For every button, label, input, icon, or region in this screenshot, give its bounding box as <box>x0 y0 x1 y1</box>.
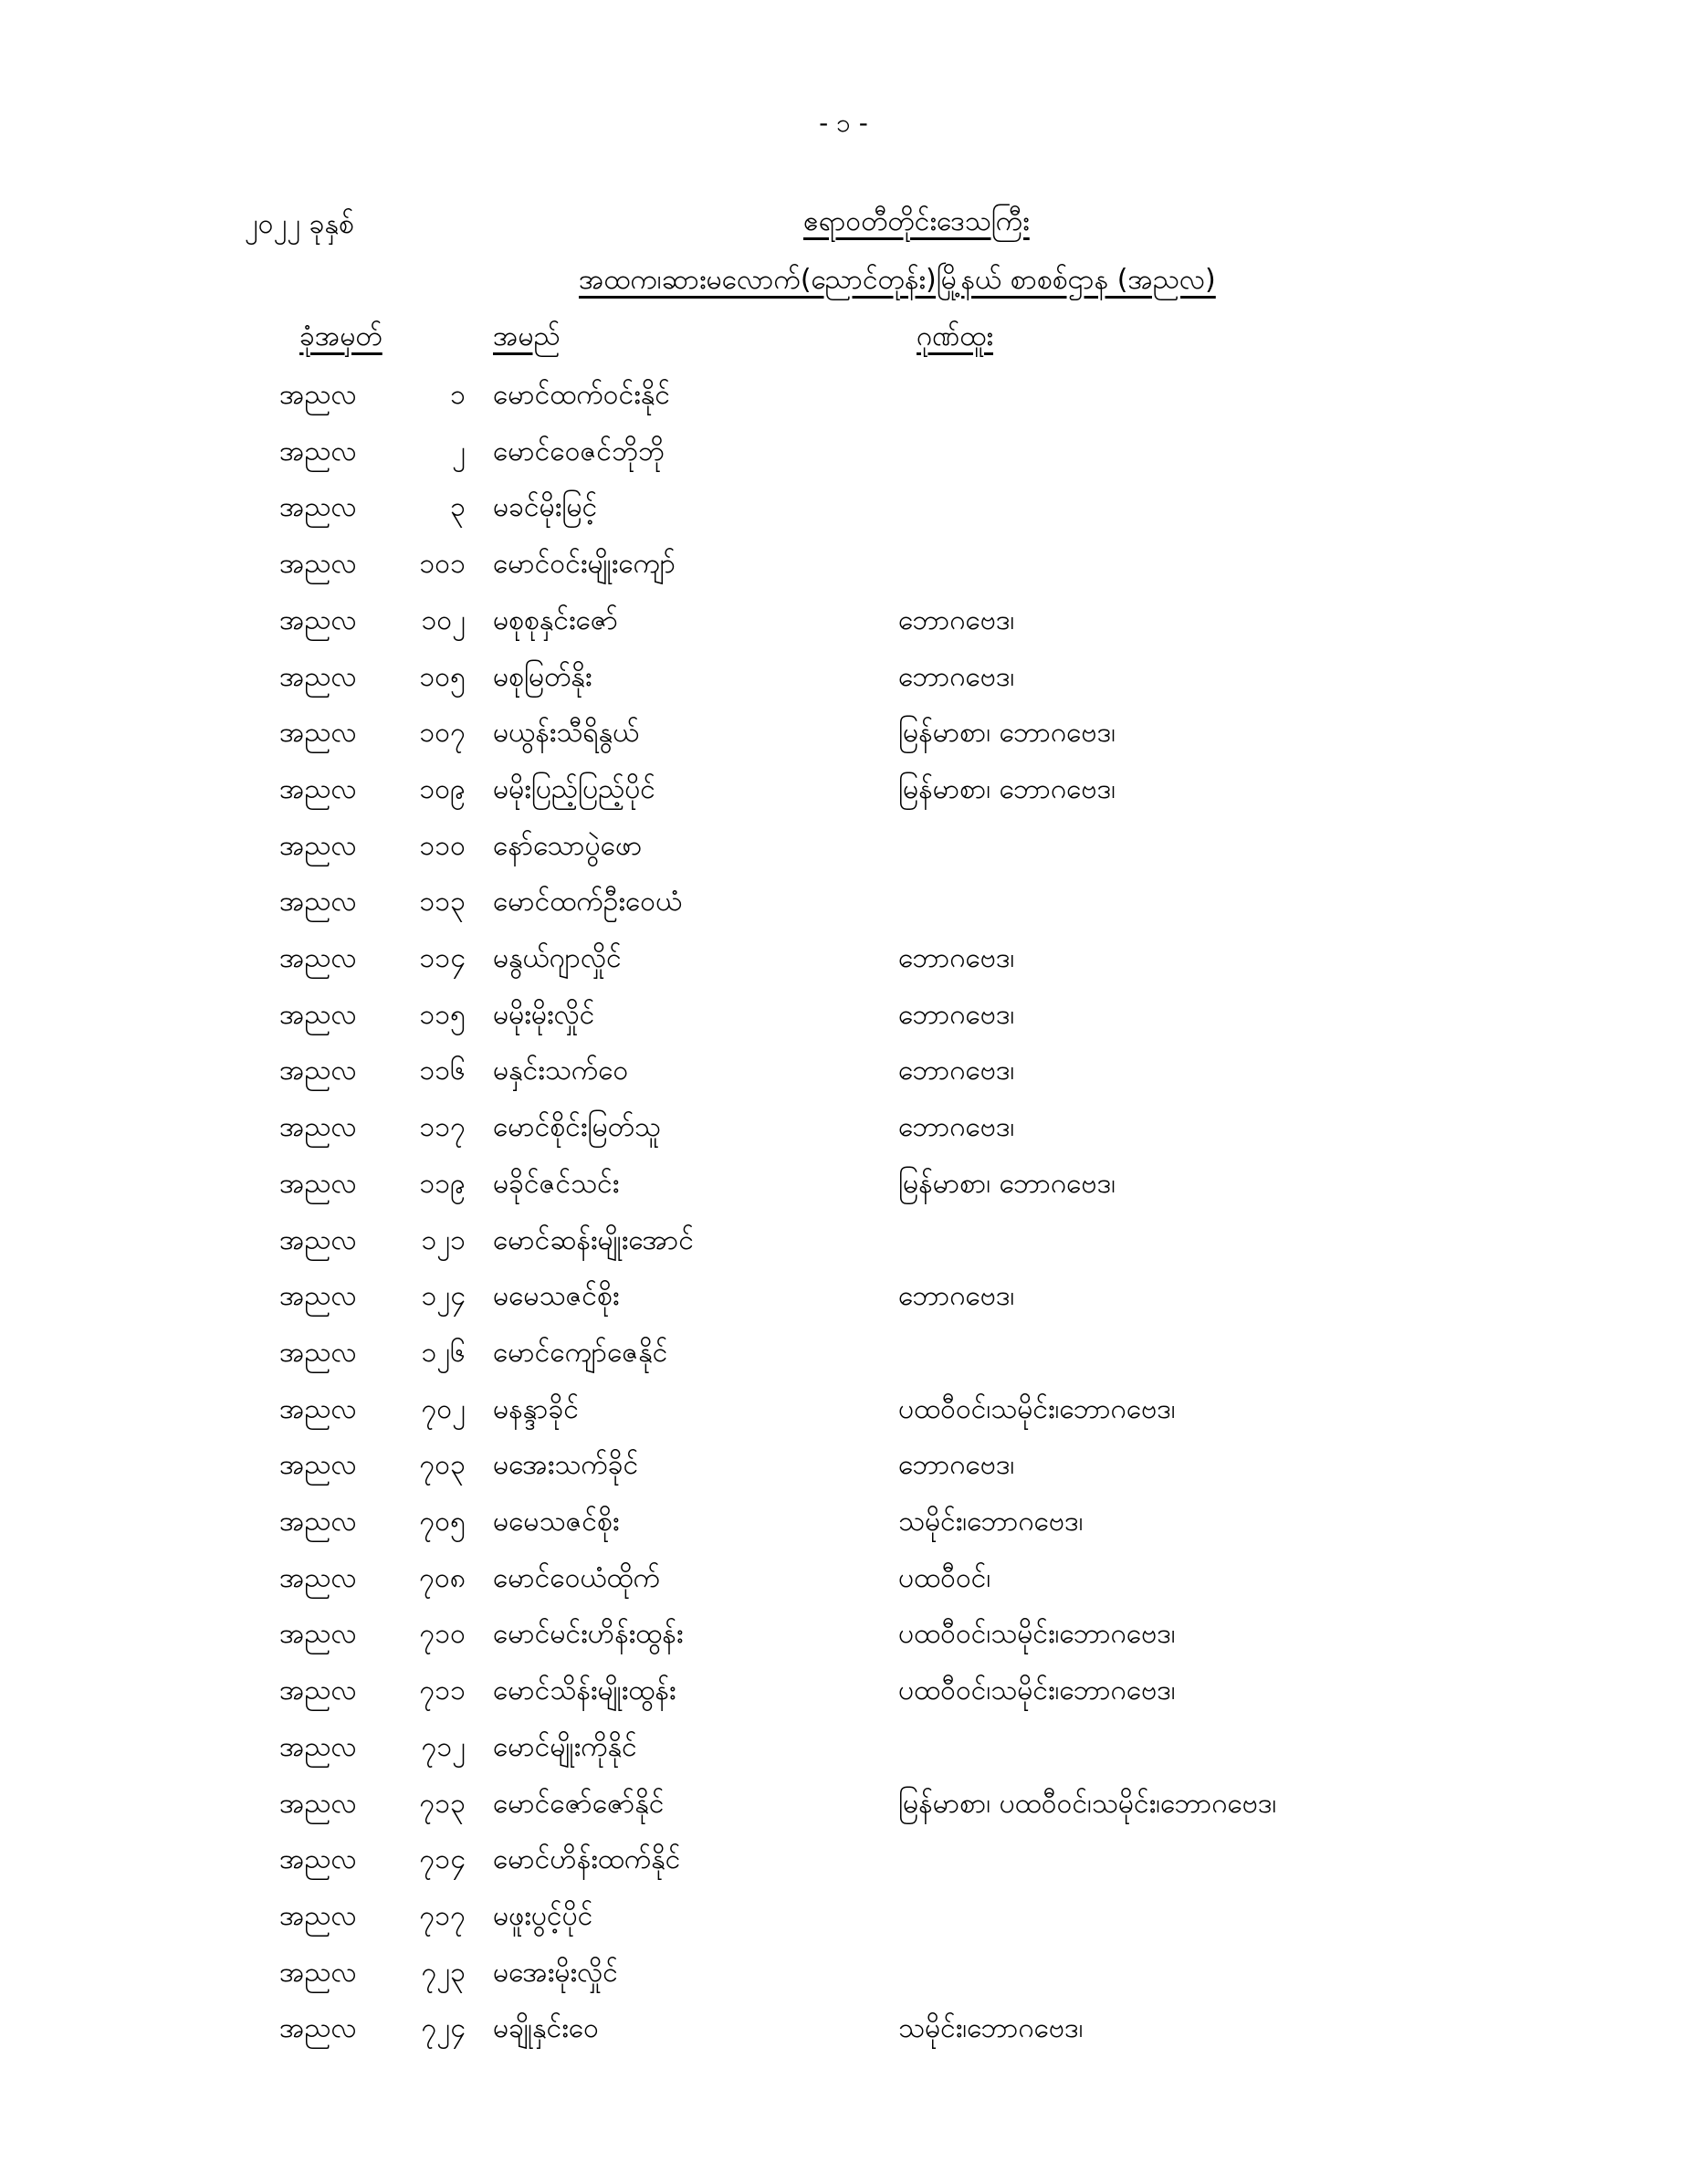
candidate-name: မမေသဇင်စိုး <box>493 1280 620 1313</box>
table-row <box>0 1499 1687 1545</box>
table-row <box>0 1612 1687 1657</box>
table-row <box>0 767 1687 813</box>
roll-prefix: အညလ <box>279 942 357 974</box>
table-row <box>0 1443 1687 1488</box>
roll-number: ၇၂၄ <box>421 2012 466 2045</box>
table-row <box>0 1330 1687 1376</box>
distinction-subjects: ပထဝီဝင်၊သမိုင်း၊ဘောဂဗေဒ၊ <box>898 1618 1176 1651</box>
roll-prefix: အညလ <box>279 1223 357 1256</box>
table-row <box>0 879 1687 925</box>
candidate-name: နော်သောပွဲဖော <box>493 829 643 862</box>
table-row <box>0 710 1687 756</box>
exam-year: ၂၀၂၂ ခုနှစ် <box>245 208 354 240</box>
roll-prefix: အညလ <box>279 772 357 805</box>
roll-number: ၁၁၅ <box>419 998 466 1031</box>
roll-prefix: အညလ <box>279 435 357 467</box>
page-number: - ၁ - <box>819 108 868 138</box>
column-header-distinction: ဂုဏ်ထူး <box>917 320 993 352</box>
roll-prefix: အညလ <box>279 548 357 581</box>
roll-number: ၁၁၄ <box>419 942 466 974</box>
candidate-name: မောင်ထက်ဦးဝေယံ <box>493 886 683 919</box>
candidate-name: မချိုနှင်းဝေ <box>493 2012 599 2045</box>
roll-number: ၇၁၁ <box>419 1675 466 1707</box>
roll-prefix: အညလ <box>279 1899 357 1932</box>
table-row <box>0 1725 1687 1770</box>
candidate-name: မောင်ထက်ဝင်းနိုင် <box>493 379 671 411</box>
candidate-name: မောင်ကျော်ဇေနိုင် <box>493 1336 668 1369</box>
roll-prefix: အညလ <box>279 886 357 919</box>
candidate-name: မမေသဇင်စိုး <box>493 1506 620 1538</box>
candidate-name: မောင်ဟိန်းထက်နိုင် <box>493 1843 681 1876</box>
roll-prefix: အညလ <box>279 660 357 693</box>
roll-number: ၇၁၇ <box>419 1899 466 1932</box>
roll-number: ၇၁၃ <box>419 1787 466 1820</box>
roll-number: ၇၀၅ <box>419 1506 466 1538</box>
distinction-subjects: ဘောဂဗေဒ၊ <box>898 942 1015 974</box>
distinction-subjects: ပထဝီဝင်၊ <box>898 1561 991 1594</box>
roll-prefix: အညလ <box>279 1280 357 1313</box>
distinction-subjects: ဘောဂဗေဒ၊ <box>898 660 1015 693</box>
table-row <box>0 936 1687 982</box>
distinction-subjects: မြန်မာစာ၊ ဘောဂဗေဒ၊ <box>898 717 1116 750</box>
column-header-roll-number: ခုံအမှတ် <box>299 320 382 352</box>
candidate-name: မောင်ဝေယံထိုက် <box>493 1561 661 1594</box>
candidate-name: မောင်စိုင်းမြတ်သူ <box>493 1111 661 1144</box>
roll-number: ၁၂၄ <box>421 1280 466 1313</box>
roll-prefix: အညလ <box>279 1167 357 1200</box>
table-row <box>0 1048 1687 1094</box>
roll-number: ၁၀၉ <box>419 772 466 805</box>
roll-prefix: အညလ <box>279 1787 357 1820</box>
roll-prefix: အညလ <box>279 1843 357 1876</box>
table-row <box>0 1837 1687 1883</box>
table-row <box>0 1161 1687 1207</box>
roll-number: ၇၁၀ <box>419 1618 466 1651</box>
roll-prefix: အညလ <box>279 1336 357 1369</box>
roll-prefix: အညလ <box>279 1392 357 1425</box>
roll-prefix: အညလ <box>279 1956 357 1989</box>
candidate-name: မမိုးမိုးလှိုင် <box>493 998 595 1031</box>
candidate-name: မအေးမိုးလှိုင် <box>493 1956 618 1989</box>
roll-prefix: အညလ <box>279 1618 357 1651</box>
candidate-name: မအေးသက်ခိုင် <box>493 1449 639 1482</box>
distinction-subjects: ဘောဂဗေဒ၊ <box>898 1449 1015 1482</box>
distinction-subjects: ဘောဂဗေဒ၊ <box>898 998 1015 1031</box>
roll-number: ၁ <box>450 379 466 411</box>
candidate-name: မောင်ဆန်းမျိုးအောင် <box>493 1223 694 1256</box>
table-row <box>0 1668 1687 1714</box>
roll-prefix: အညလ <box>279 604 357 636</box>
candidate-name: မောင်ဝေဇင်ဘိုဘို <box>493 435 665 467</box>
roll-number: ၁၁၀ <box>419 829 466 862</box>
candidate-name: မနန္ဒာခိုင် <box>493 1392 580 1425</box>
distinction-subjects: ပထဝီဝင်၊သမိုင်း၊ဘောဂဗေဒ၊ <box>898 1675 1176 1707</box>
roll-number: ၇၀၃ <box>419 1449 466 1482</box>
distinction-subjects: သမိုင်း၊ဘောဂဗေဒ၊ <box>898 1506 1084 1538</box>
distinction-subjects: မြန်မာစာ၊ ဘောဂဗေဒ၊ <box>898 772 1116 805</box>
roll-prefix: အညလ <box>279 1506 357 1538</box>
table-row <box>0 373 1687 418</box>
candidate-name: မဖူးပွင့်ပိုင် <box>493 1899 593 1932</box>
table-row <box>0 1781 1687 1827</box>
table-row <box>0 429 1687 475</box>
table-row <box>0 1387 1687 1433</box>
roll-prefix: အညလ <box>279 829 357 862</box>
table-row <box>0 2006 1687 2052</box>
roll-number: ၁၁၇ <box>419 1111 466 1144</box>
roll-number: ၁၀၂ <box>421 604 466 636</box>
distinction-subjects: မြန်မာစာ၊ ပထဝီဝင်၊သမိုင်း၊ဘောဂဗေဒ၊ <box>898 1787 1277 1820</box>
distinction-subjects: ဘောဂဗေဒ၊ <box>898 1280 1015 1313</box>
roll-prefix: အညလ <box>279 2012 357 2045</box>
table-row <box>0 541 1687 587</box>
roll-number: ၁၁၃ <box>419 886 466 919</box>
roll-prefix: အညလ <box>279 717 357 750</box>
roll-number: ၁၀၁ <box>419 548 466 581</box>
roll-prefix: အညလ <box>279 1561 357 1594</box>
roll-number: ၇၂၃ <box>421 1956 466 1989</box>
distinction-subjects: ပထဝီဝင်၊သမိုင်း၊ဘောဂဗေဒ၊ <box>898 1392 1176 1425</box>
table-row <box>0 1105 1687 1150</box>
roll-number: ၁၂၁ <box>421 1223 466 1256</box>
roll-number: ၁၀၇ <box>419 717 466 750</box>
roll-number: ၇၀၈ <box>419 1561 466 1594</box>
roll-number: ၁၂၆ <box>421 1336 466 1369</box>
table-row <box>0 655 1687 700</box>
exam-center-title: အထက၊ဆားမလောက်(ညောင်တုန်း)မြို့နယ် စာစစ်ဌာန (အညလ) <box>579 264 1216 296</box>
candidate-name: မယွန်းသီရိနွယ် <box>493 717 640 750</box>
roll-number: ၁၁၆ <box>419 1055 466 1087</box>
candidate-name: မမိုးပြည့်ပြည့်ပိုင် <box>493 772 655 805</box>
column-header-name: အမည် <box>493 320 561 352</box>
roll-prefix: အညလ <box>279 1730 357 1763</box>
table-row <box>0 1894 1687 1939</box>
candidate-name: မခိုင်ဇင်သင်း <box>493 1167 620 1200</box>
distinction-subjects: မြန်မာစာ၊ ဘောဂဗေဒ၊ <box>898 1167 1116 1200</box>
table-row <box>0 824 1687 869</box>
roll-prefix: အညလ <box>279 1055 357 1087</box>
candidate-name: မောင်ဇော်ဇော်နိုင် <box>493 1787 665 1820</box>
candidate-name: မောင်သိန်းမျိုးထွန်း <box>493 1675 676 1707</box>
roll-prefix: အညလ <box>279 379 357 411</box>
roll-prefix: အညလ <box>279 1111 357 1144</box>
roll-prefix: အညလ <box>279 491 357 524</box>
roll-number: ၃ <box>450 491 466 524</box>
table-row <box>0 1274 1687 1319</box>
roll-number: ၂ <box>452 435 466 467</box>
table-row <box>0 485 1687 530</box>
candidate-name: မောင်ဝင်းမျိုးကျော် <box>493 548 676 581</box>
candidate-name: မောင်မင်းဟိန်းထွန်း <box>493 1618 684 1651</box>
region-title: ဧရာဝတီတိုင်းဒေသကြီး <box>803 205 1030 237</box>
roll-prefix: အညလ <box>279 1675 357 1707</box>
distinction-subjects: သမိုင်း၊ဘောဂဗေဒ၊ <box>898 2012 1084 2045</box>
candidate-name: မောင်မျိုးကိုနိုင် <box>493 1730 637 1763</box>
table-row <box>0 992 1687 1038</box>
candidate-name: မနှင်းသက်ဝေ <box>493 1055 629 1087</box>
table-row <box>0 1218 1687 1264</box>
candidate-name: မစုမြတ်နိုး <box>493 660 592 693</box>
roll-prefix: အညလ <box>279 1449 357 1482</box>
roll-number: ၇၁၂ <box>421 1730 466 1763</box>
roll-number: ၇၁၄ <box>419 1843 466 1876</box>
table-row <box>0 1950 1687 1996</box>
roll-prefix: အညလ <box>279 998 357 1031</box>
distinction-subjects: ဘောဂဗေဒ၊ <box>898 1055 1015 1087</box>
roll-number: ၁၀၅ <box>419 660 466 693</box>
candidate-name: မခင်မိုးမြင့် <box>493 491 598 524</box>
roll-number: ၁၁၉ <box>419 1167 466 1200</box>
candidate-name: မစုစုနှင်းဇော် <box>493 604 619 636</box>
distinction-subjects: ဘောဂဗေဒ၊ <box>898 1111 1015 1144</box>
candidate-name: မနွယ်ဂျာလှိုင် <box>493 942 622 974</box>
roll-number: ၇၀၂ <box>421 1392 466 1425</box>
table-row <box>0 598 1687 644</box>
table-row <box>0 1556 1687 1601</box>
distinction-subjects: ဘောဂဗေဒ၊ <box>898 604 1015 636</box>
